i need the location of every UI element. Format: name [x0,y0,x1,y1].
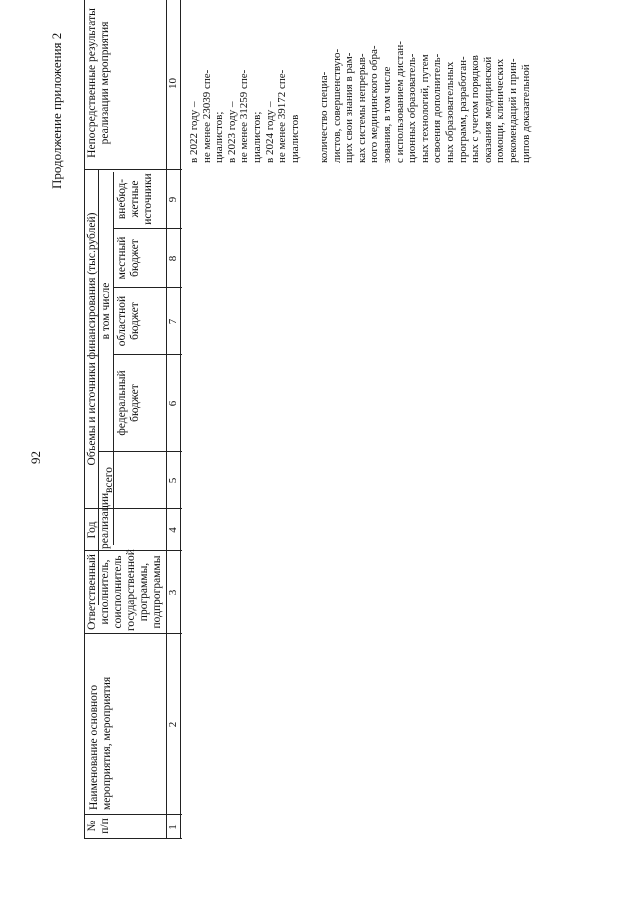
header-results: Непосредственные результаты реализации мероприятия [86,8,111,158]
results-line: в 2024 году – [263,101,276,163]
page-number: 92 [28,451,43,464]
header-regional: областной бюджет [116,295,141,347]
results-line: количество специа- [318,71,330,163]
results-line: в 2022 году – [188,101,200,163]
header-number: № п/п [86,818,111,834]
col-num-6: 6 [167,400,179,407]
results-line: ного медицинского обра- [368,45,381,163]
results-line: ционных образователь- [406,53,419,163]
results-line: не менее 23039 спе- [200,69,213,163]
header-year: Год реализации [86,492,111,549]
results-line: циалистов; [250,111,263,163]
col-num-3: 3 [167,589,179,596]
col-num-5: 5 [167,477,179,484]
results-line: ных технологий, путем [418,54,431,163]
results-line: помощи, клинических [494,58,507,163]
results-line: циалистов [288,114,301,163]
results-line: ных образовательных [443,61,456,163]
results-line: оказания медицинской [481,56,494,163]
col-num-7: 7 [167,318,179,325]
results-line: ных с учетом порядков [469,55,482,163]
results-block-1 [188,0,301,163]
header-funding-group: Объемы и источники финансирования (тыс.рублей) [86,212,98,466]
header-local: местный бюджет [116,236,141,280]
header-extrabudgetary: внебюд-жетные источники [116,173,154,225]
results-line: с использованием дистан- [393,41,406,163]
header-including: в том числе [100,282,112,340]
results-line: ках системы непрерыв- [355,53,368,163]
results-line: зования, в том числе [380,66,393,163]
header-responsible: Ответственный исполнитель, соисполнитель государственной программы, подпрограммы [86,549,163,631]
results-block-2 [318,0,532,163]
results-line: рекомендаций и прин- [506,58,519,163]
results-line: циалистов; [213,111,226,163]
results-line: ципов доказательной [519,64,532,163]
results-line: освоения дополнитель- [431,53,444,163]
col-num-9: 9 [167,196,179,203]
results-line: не менее 39172 спе- [276,69,289,163]
appendix-title: Продолжение приложения 2 [49,32,64,189]
results-line: не менее 31259 спе- [238,69,251,163]
header-activity-name: Наименование основного мероприятия, мероприятия [88,676,113,810]
results-line: программ, разработан- [456,56,469,163]
col-num-2: 2 [167,721,179,728]
col-num-4: 4 [167,527,179,533]
header-federal: федеральный бюджет [116,370,141,436]
col-num-1: 1 [167,824,179,830]
results-line: щих свои знания в рам- [343,52,356,163]
col-num-8: 8 [167,255,179,262]
results-line: в 2023 году – [225,101,238,163]
results-line: листов, совершенствую- [330,48,343,163]
header-total: всего [103,467,115,493]
col-num-10: 10 [167,78,179,89]
